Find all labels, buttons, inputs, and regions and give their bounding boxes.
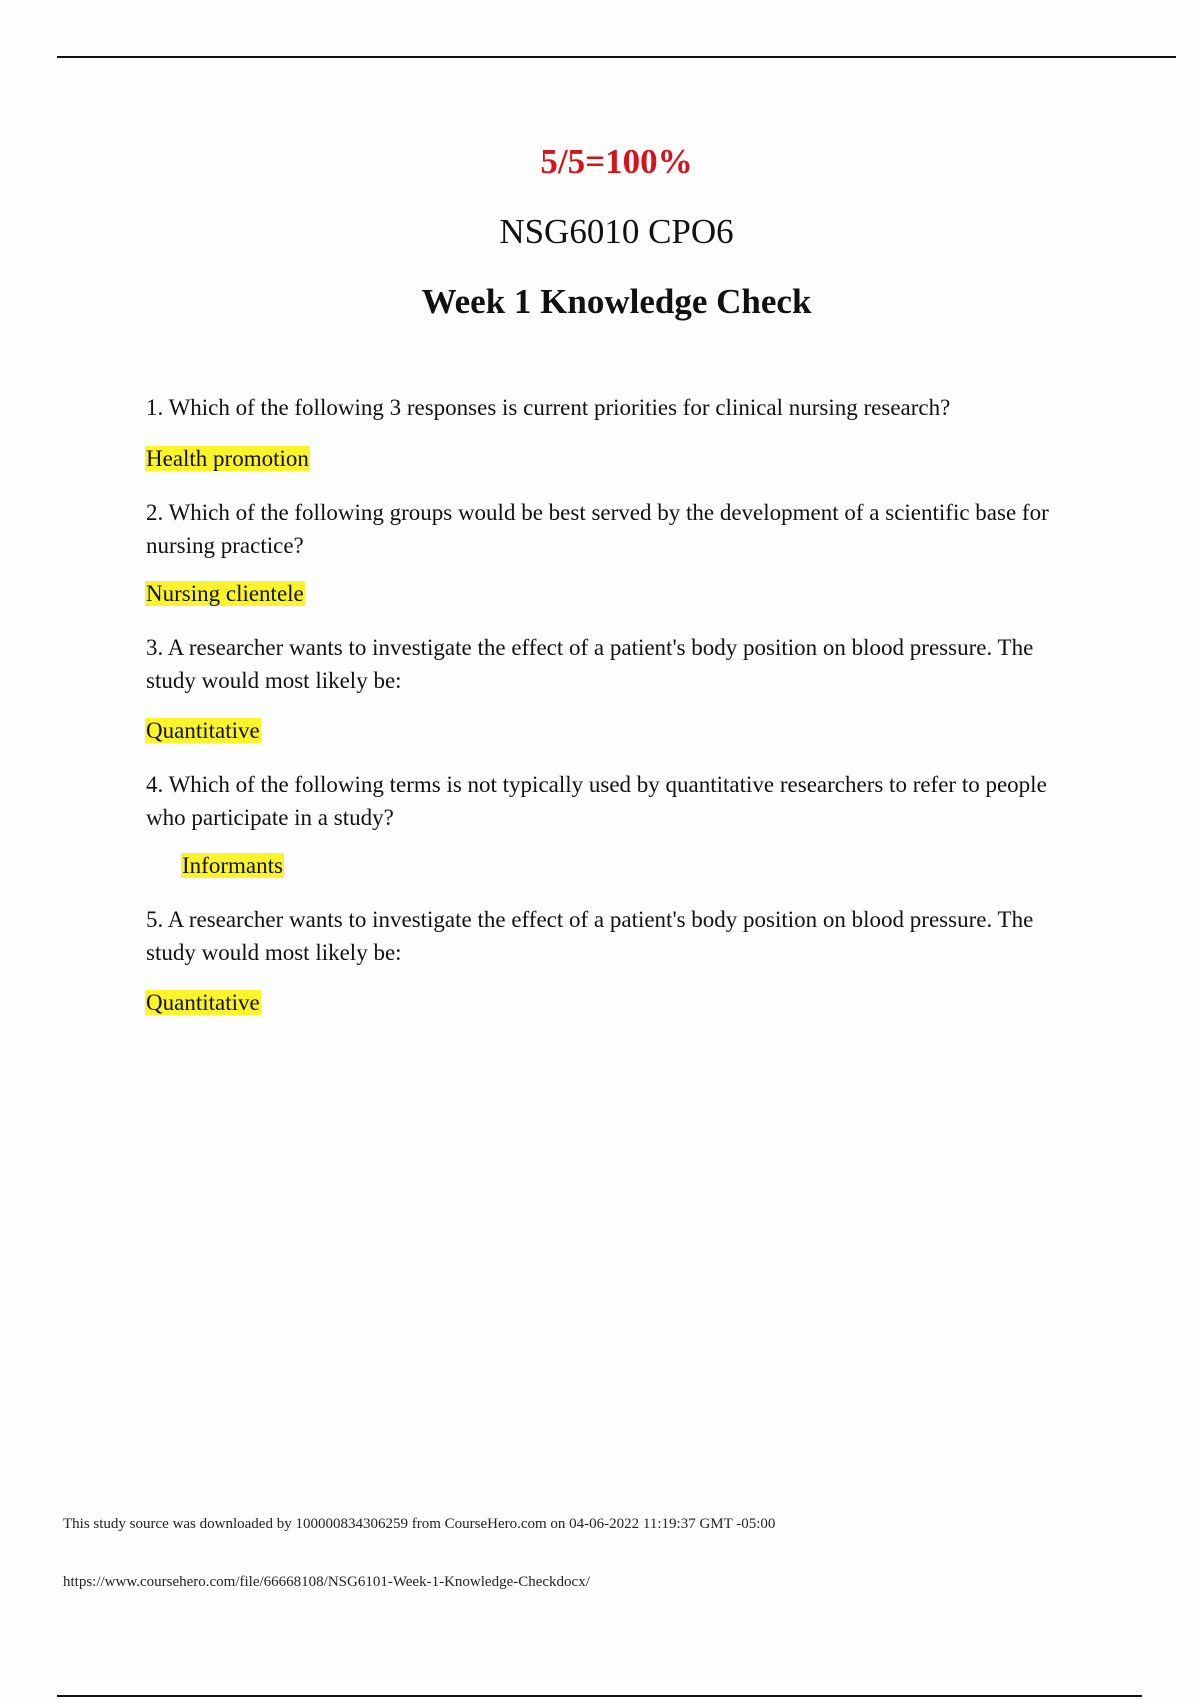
score-heading: 5/5=100% [540, 142, 693, 181]
page-title: Week 1 Knowledge Check [421, 282, 812, 321]
question-5: 5. A researcher wants to investigate the effect of a patient's body position on blood pressure. The study would most likely be: [146, 907, 1034, 965]
answer-4-highlight: Informants [182, 853, 283, 878]
answer-3-highlight: Quantitative [146, 718, 260, 743]
question-2: 2. Which of the following groups would be best served by the development of a scientific base for nursing practice? [146, 500, 1049, 558]
course-code: NSG6010 CPO6 [499, 212, 734, 251]
answer-1 [145, 445, 310, 472]
source-url[interactable]: https://www.coursehero.com/file/66668108/NSG6101-Week-1-Knowledge-Checkdocx/ [63, 1574, 590, 1590]
answer-1-highlight: Health promotion [146, 446, 309, 471]
answer-5-highlight: Quantitative [146, 990, 260, 1015]
question-3: 3. A researcher wants to investigate the effect of a patient's body position on blood pressure. The study would most likely be: [146, 635, 1034, 693]
answer-2 [145, 580, 305, 607]
answer-5 [145, 989, 261, 1016]
download-notice: This study source was downloaded by 100000834306259 from CourseHero.com on 04-06-2022 11:19:37 GMT -05:00 [63, 1516, 776, 1532]
bottom-rule [57, 1695, 1142, 1697]
answer-4 [181, 852, 284, 879]
answer-2-highlight: Nursing clientele [146, 581, 304, 606]
question-4: 4. Which of the following terms is not typically used by quantitative researchers to refer to people who participate in a study? [146, 772, 1047, 830]
top-rule [57, 56, 1176, 58]
answer-3 [145, 717, 261, 744]
question-1: 1. Which of the following 3 responses is current priorities for clinical nursing research? [146, 395, 951, 420]
